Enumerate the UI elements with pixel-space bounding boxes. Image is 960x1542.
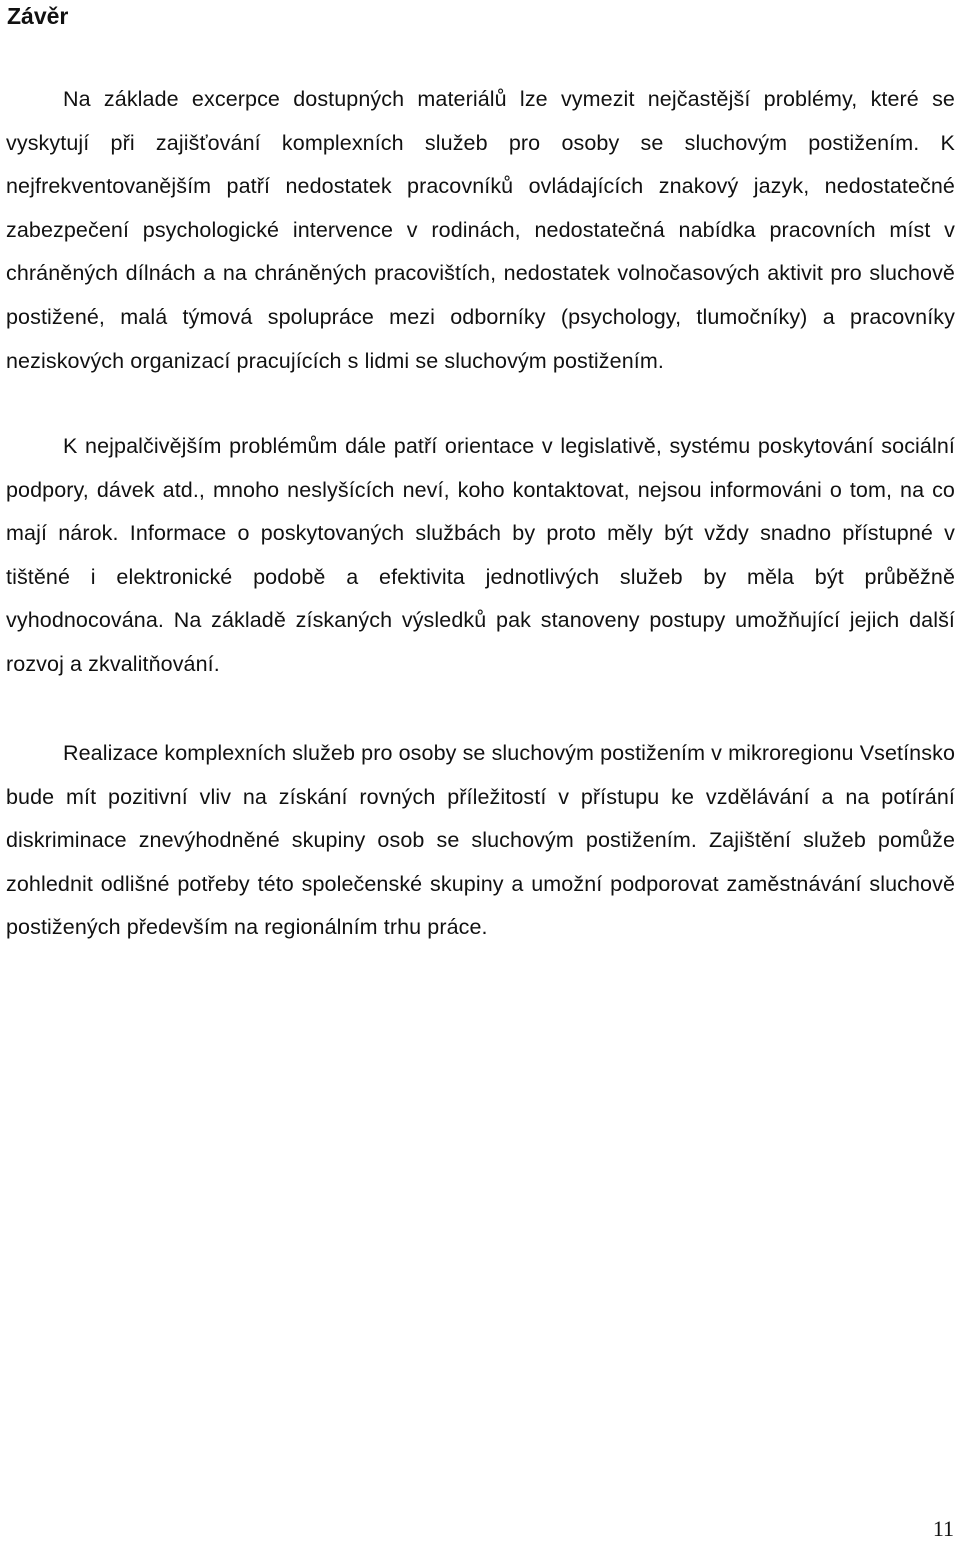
page-number: 11 bbox=[932, 1516, 954, 1541]
paragraph-legislation: K nejpalčivějším problémům dále patří orientace v legislativě, systému poskytování sociální podpory, dávek atd., mnoho neslyšících neví, koho kontaktovat, nejsou informováni o tom, na co mají nárok. Informace o poskytovaných službách by proto měly být vždy snadno přístupné v tištěné i elektronické podobě a efektivita jednotlivých služeb by měla být průběžně vyhodnocována. Na základě získaných výsledků pak stanoveny postupy umožňující jejich další rozvoj a zkvalitňování. bbox=[6, 434, 955, 676]
paragraph-realization: Realizace komplexních služeb pro osoby se sluchovým postižením v mikroregionu Vsetínsko bude mít pozitivní vliv na získání rovných příležitostí v přístupu ke vzdělávání a na potírání diskriminace znevýhodněné skupiny osob se sluchovým postižením. Zajištění služeb pomůže zohlednit odlišné potřeby této společenské skupiny a umožní podporovat zaměstnávání sluchově postižených především na regionálním trhu práce. bbox=[6, 741, 955, 940]
paragraph-problems: Na základe excerpce dostupných materiálů lze vymezit nejčastější problémy, které se vyskytují při zajišťování komplexních služeb pro osoby se sluchovým postižením. K nejfrekventovanějším patří nedostatek pracovníků ovládajících znakový jazyk, nedostatečné zabezpečení psychologické intervence v rodinách, nedostatečná nabídka pracovních míst v chráněných dílnách a na chráněných pracovištích, nedostatek volnočasových aktivit pro sluchově postižené, malá týmová spolupráce mezi odborníky (psychology, tlumočníky) a pracovníky neziskových organizací pracujících s lidmi se sluchovým postižením. bbox=[6, 87, 955, 373]
page-title: Závěr bbox=[7, 3, 69, 29]
